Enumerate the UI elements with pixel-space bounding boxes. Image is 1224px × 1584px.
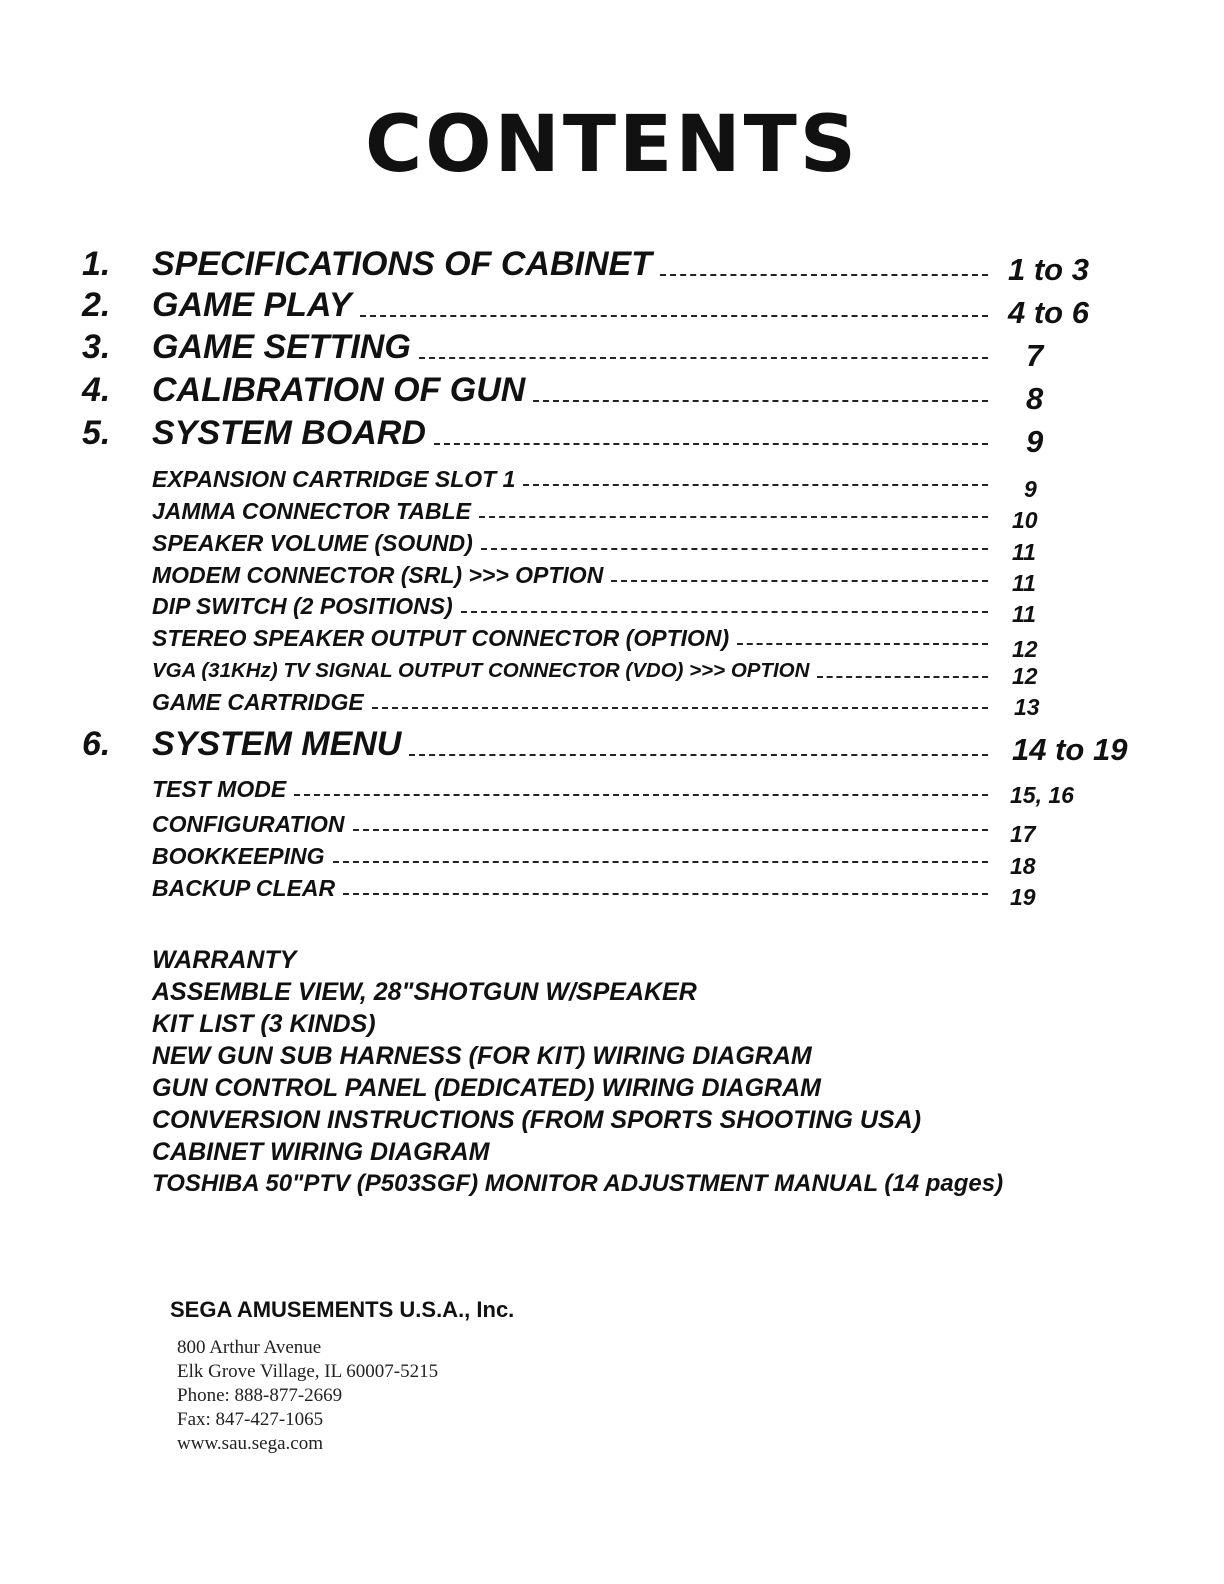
appendix-item[interactable]: GUN CONTROL PANEL (DEDICATED) WIRING DIAGRAM (152, 1074, 821, 1102)
subentry-label: TEST MODE (152, 776, 287, 802)
company-name: SEGA AMUSEMENTS U.S.A., Inc. (170, 1297, 515, 1322)
toc-entry-2[interactable] (82, 287, 994, 323)
dot-leader (409, 754, 988, 756)
dot-leader (481, 548, 988, 550)
company-address (177, 1336, 438, 1456)
dot-leader (660, 274, 988, 276)
toc-subentry[interactable] (152, 776, 994, 802)
subentry-page: 11 (1012, 539, 1036, 565)
subentry-label: DIP SWITCH (2 POSITIONS) (152, 593, 453, 619)
toc-subentry[interactable] (152, 811, 994, 837)
subentry-page: 17 (1010, 821, 1036, 847)
subentry-page: 13 (1014, 694, 1040, 720)
subentry-page: 9 (1024, 476, 1037, 502)
dot-leader (333, 861, 988, 863)
appendix-item[interactable]: WARRANTY (152, 946, 297, 974)
toc-entry-3[interactable] (82, 329, 994, 365)
appendix-item[interactable]: ASSEMBLE VIEW, 28"SHOTGUN W/SPEAKER (152, 978, 697, 1006)
dot-leader (419, 357, 988, 359)
subentry-label: BACKUP CLEAR (152, 875, 336, 901)
toc-subentry[interactable] (152, 875, 994, 901)
dot-leader (461, 611, 988, 613)
toc-entry-4[interactable] (82, 372, 994, 408)
toc-subentry[interactable] (152, 689, 994, 715)
dot-leader (523, 484, 988, 486)
section-number: 1. (82, 245, 111, 283)
dot-leader (434, 443, 988, 445)
subentry-page: 18 (1010, 853, 1036, 879)
appendix-item[interactable]: CONVERSION INSTRUCTIONS (FROM SPORTS SHOOTING USA) (152, 1106, 922, 1134)
section-page: 1 to 3 (1008, 252, 1089, 287)
subentry-page: 12 (1012, 636, 1038, 662)
appendix-item[interactable]: KIT LIST (3 KINDS) (152, 1010, 376, 1038)
subentry-page: 15, 16 (1010, 782, 1074, 808)
address-line: 800 Arthur Avenue (177, 1337, 322, 1358)
dot-leader (360, 315, 988, 317)
section-number: 3. (82, 328, 111, 366)
section-number: 4. (82, 371, 111, 409)
dot-leader (737, 643, 988, 645)
subentry-label: JAMMA CONNECTOR TABLE (152, 498, 472, 524)
toc-entry-6[interactable] (82, 726, 994, 762)
toc-subentry[interactable] (152, 530, 994, 556)
section-number: 6. (82, 725, 111, 763)
dot-leader (353, 829, 988, 831)
section-label: CALIBRATION OF GUN (152, 371, 526, 409)
subentry-label: GAME CARTRIDGE (152, 689, 364, 715)
subentry-label: BOOKKEEPING (152, 843, 325, 869)
appendix-list (152, 944, 1003, 1200)
dot-leader (294, 794, 988, 796)
section-number: 5. (82, 414, 111, 452)
subentry-page: 11 (1012, 570, 1036, 596)
page-title: CONTENTS (365, 100, 859, 190)
address-city: Elk Grove Village, IL 60007-5215 (177, 1361, 439, 1382)
section-page: 4 to 6 (1008, 295, 1089, 330)
fax-number: Fax: 847-427-1065 (177, 1409, 324, 1430)
section-page: 8 (1026, 381, 1044, 416)
subentry-label: MODEM CONNECTOR (SRL) >>> OPTION (152, 562, 604, 588)
section-page: 7 (1026, 338, 1044, 373)
dot-leader (372, 707, 988, 709)
subentry-page: 10 (1012, 507, 1038, 533)
subentry-label: CONFIGURATION (152, 811, 345, 837)
section-label: SYSTEM MENU (152, 725, 402, 763)
dot-leader (479, 516, 988, 518)
subentry-label: EXPANSION CARTRIDGE SLOT 1 (152, 466, 516, 492)
subentry-label: STEREO SPEAKER OUTPUT CONNECTOR (OPTION) (152, 625, 730, 651)
toc-entry-1[interactable] (82, 246, 994, 282)
toc-subentry[interactable] (152, 562, 994, 588)
subentry-page: 12 (1012, 663, 1038, 689)
subentry-label: VGA (31KHz) TV SIGNAL OUTPUT CONNECTOR (VDO) >>> OPTION (152, 659, 810, 682)
toc-subentry[interactable] (152, 593, 994, 619)
section-label: SYSTEM BOARD (152, 414, 426, 452)
section-page: 9 (1026, 424, 1044, 459)
appendix-item[interactable]: CABINET WIRING DIAGRAM (152, 1138, 490, 1166)
subentry-label: SPEAKER VOLUME (SOUND) (152, 530, 473, 556)
section-label: GAME SETTING (152, 328, 411, 366)
subentry-page: 19 (1010, 884, 1036, 910)
section-label: SPECIFICATIONS OF CABINET (152, 245, 652, 283)
dot-leader (343, 893, 988, 895)
section-label: GAME PLAY (152, 286, 352, 324)
toc-subentry[interactable] (152, 658, 994, 684)
section-page: 14 to 19 (1012, 732, 1128, 767)
toc-entry-5[interactable] (82, 415, 994, 451)
dot-leader (533, 400, 988, 402)
dot-leader (817, 676, 988, 678)
section-number: 2. (82, 286, 111, 324)
appendix-item[interactable]: NEW GUN SUB HARNESS (FOR KIT) WIRING DIAGRAM (152, 1042, 812, 1070)
website-link[interactable]: www.sau.sega.com (177, 1433, 323, 1454)
toc-subentry[interactable] (152, 466, 994, 492)
dot-leader (611, 580, 988, 582)
toc-subentry[interactable] (152, 625, 994, 651)
toc-subentry[interactable] (152, 498, 994, 524)
subentry-page: 11 (1012, 601, 1036, 627)
appendix-item[interactable]: TOSHIBA 50"PTV (P503SGF) MONITOR ADJUSTMENT MANUAL (14 pages) (152, 1170, 1004, 1197)
phone-number: Phone: 888-877-2669 (177, 1385, 343, 1406)
toc-subentry[interactable] (152, 843, 994, 869)
